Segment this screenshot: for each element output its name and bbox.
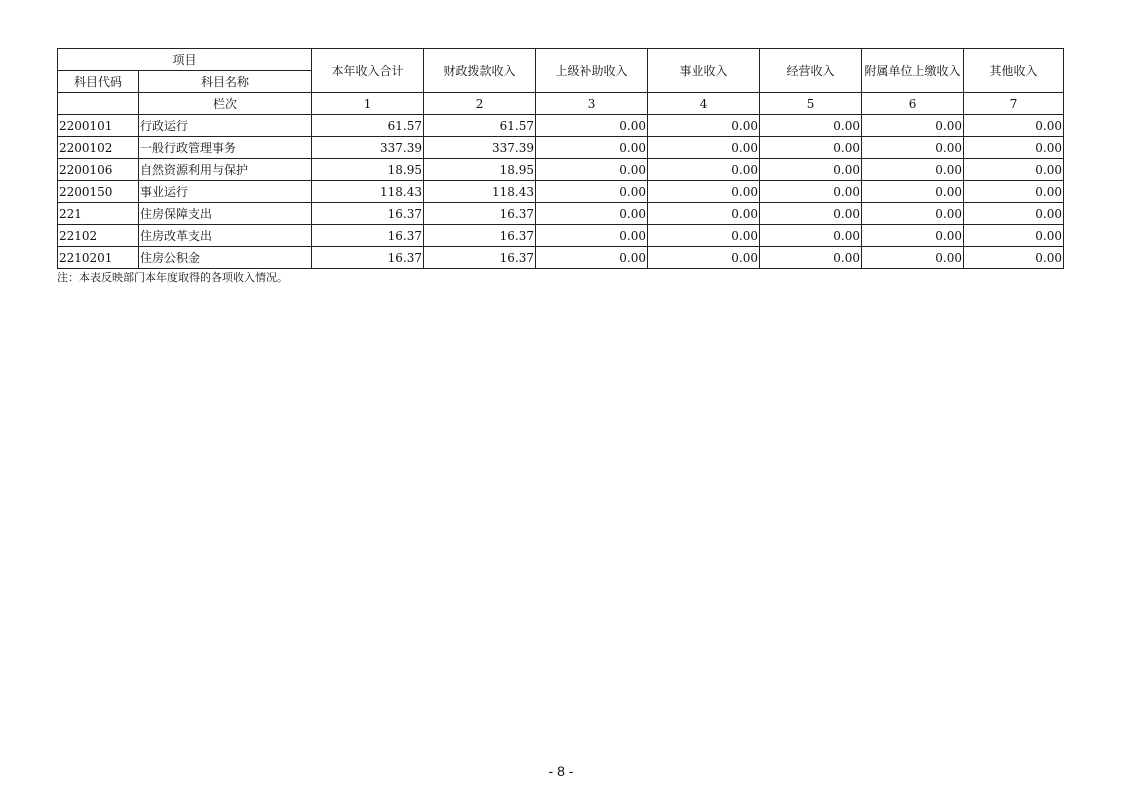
col-index-4: 4 xyxy=(648,93,760,115)
row-code: 22102 xyxy=(58,225,139,247)
col-index-6: 6 xyxy=(862,93,964,115)
col-index-2: 2 xyxy=(424,93,536,115)
col-index-7: 7 xyxy=(964,93,1064,115)
row-value: 118.43 xyxy=(312,181,424,203)
row-value: 0.00 xyxy=(760,137,862,159)
row-code: 221 xyxy=(58,203,139,225)
header-row-1 xyxy=(58,49,1064,71)
row-value: 0.00 xyxy=(760,115,862,137)
row-value: 118.43 xyxy=(424,181,536,203)
header-col-6: 附属单位上缴收入 xyxy=(862,49,964,93)
row-value: 0.00 xyxy=(648,159,760,181)
row-value: 0.00 xyxy=(648,181,760,203)
header-code: 科目代码 xyxy=(58,71,139,93)
row-value: 0.00 xyxy=(648,115,760,137)
table-row xyxy=(58,115,1064,137)
row-value: 0.00 xyxy=(536,115,648,137)
row-name: 自然资源利用与保护 xyxy=(139,159,312,181)
row-value: 18.95 xyxy=(424,159,536,181)
header-col-3: 上级补助收入 xyxy=(536,49,648,93)
col-index-3: 3 xyxy=(536,93,648,115)
row-value: 0.00 xyxy=(964,203,1064,225)
row-name: 住房保障支出 xyxy=(139,203,312,225)
row-value: 0.00 xyxy=(760,203,862,225)
row-code: 2200102 xyxy=(58,137,139,159)
row-value: 16.37 xyxy=(424,225,536,247)
table-row xyxy=(58,159,1064,181)
row-value: 0.00 xyxy=(536,137,648,159)
row-value: 0.00 xyxy=(964,137,1064,159)
row-value: 16.37 xyxy=(424,247,536,269)
page-number: - 8 - xyxy=(548,763,574,779)
row-value: 0.00 xyxy=(964,225,1064,247)
row-value: 0.00 xyxy=(760,247,862,269)
row-value: 0.00 xyxy=(862,225,964,247)
row-value: 0.00 xyxy=(536,181,648,203)
income-report-sheet xyxy=(57,48,1063,284)
row-value: 0.00 xyxy=(862,181,964,203)
row-value: 0.00 xyxy=(862,159,964,181)
row-value: 0.00 xyxy=(964,247,1064,269)
header-index-row xyxy=(58,93,1064,115)
row-name: 住房公积金 xyxy=(139,247,312,269)
row-value: 16.37 xyxy=(312,203,424,225)
row-value: 18.95 xyxy=(312,159,424,181)
row-value: 0.00 xyxy=(862,247,964,269)
header-project: 项目 xyxy=(58,49,312,71)
row-code: 2200101 xyxy=(58,115,139,137)
row-value: 0.00 xyxy=(648,203,760,225)
header-col-7: 其他收入 xyxy=(964,49,1064,93)
row-value: 0.00 xyxy=(536,203,648,225)
row-value: 16.37 xyxy=(312,247,424,269)
row-value: 0.00 xyxy=(862,203,964,225)
col-index-5: 5 xyxy=(760,93,862,115)
row-value: 0.00 xyxy=(862,137,964,159)
row-value: 0.00 xyxy=(536,159,648,181)
table-row xyxy=(58,137,1064,159)
row-value: 0.00 xyxy=(648,137,760,159)
row-value: 0.00 xyxy=(964,159,1064,181)
row-value: 0.00 xyxy=(648,225,760,247)
col-index-1: 1 xyxy=(312,93,424,115)
table-row xyxy=(58,225,1064,247)
header-col-4: 事业收入 xyxy=(648,49,760,93)
table-row xyxy=(58,203,1064,225)
header-name: 科目名称 xyxy=(139,71,312,93)
row-value: 337.39 xyxy=(312,137,424,159)
row-value: 0.00 xyxy=(536,247,648,269)
row-name: 一般行政管理事务 xyxy=(139,137,312,159)
row-value: 0.00 xyxy=(760,225,862,247)
row-value: 16.37 xyxy=(312,225,424,247)
row-name: 事业运行 xyxy=(139,181,312,203)
row-name: 行政运行 xyxy=(139,115,312,137)
row-value: 61.57 xyxy=(424,115,536,137)
table-note: 注：本表反映部门本年度取得的各项收入情况。 xyxy=(57,271,288,284)
row-value: 61.57 xyxy=(312,115,424,137)
row-name: 住房改革支出 xyxy=(139,225,312,247)
row-value: 0.00 xyxy=(964,115,1064,137)
row-value: 0.00 xyxy=(648,247,760,269)
header-col-5: 经营收入 xyxy=(760,49,862,93)
row-code: 2210201 xyxy=(58,247,139,269)
header-index-blank xyxy=(58,93,139,115)
row-value: 16.37 xyxy=(424,203,536,225)
row-value: 0.00 xyxy=(760,159,862,181)
row-value: 0.00 xyxy=(862,115,964,137)
row-value: 0.00 xyxy=(760,181,862,203)
header-index-label: 栏次 xyxy=(139,93,312,115)
row-value: 0.00 xyxy=(964,181,1064,203)
table-row xyxy=(58,181,1064,203)
income-table xyxy=(57,48,1064,269)
header-col-2: 财政拨款收入 xyxy=(424,49,536,93)
row-value: 337.39 xyxy=(424,137,536,159)
row-code: 2200106 xyxy=(58,159,139,181)
header-col-1: 本年收入合计 xyxy=(312,49,424,93)
table-row xyxy=(58,247,1064,269)
row-value: 0.00 xyxy=(536,225,648,247)
row-code: 2200150 xyxy=(58,181,139,203)
